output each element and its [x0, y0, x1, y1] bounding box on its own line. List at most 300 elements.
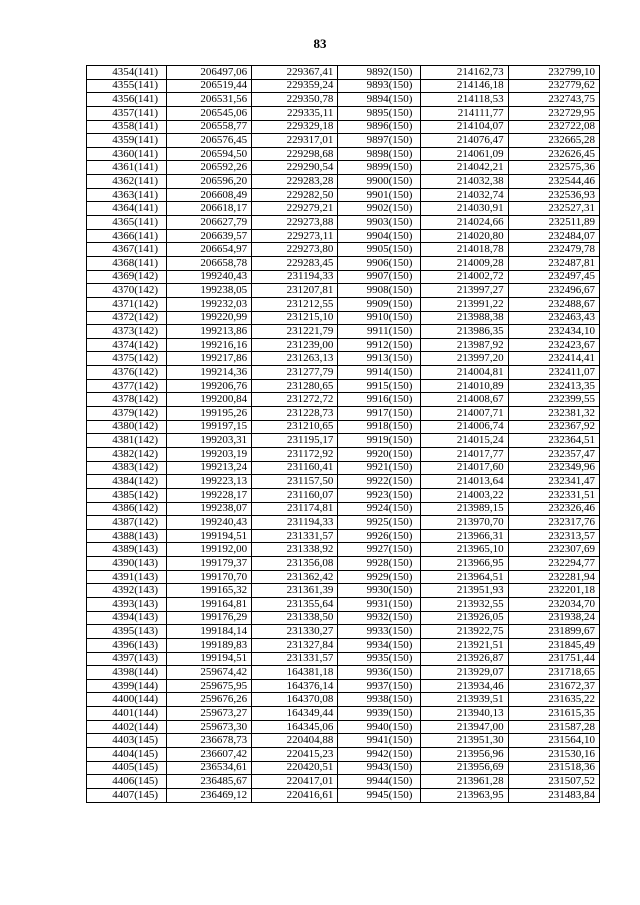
cell-point-id-left: 4399(144): [87, 679, 167, 693]
cell-point-id-left: 4407(145): [87, 788, 167, 802]
cell-point-id-left: 4382(142): [87, 447, 167, 461]
cell-x-right: 214010,89: [421, 379, 508, 393]
cell-x-left: 199200,84: [167, 393, 252, 407]
cell-point-id-left: 4390(143): [87, 557, 167, 571]
cell-x-left: 199203,31: [167, 434, 252, 448]
cell-point-id-right: 9896(150): [338, 120, 421, 134]
cell-point-id-left: 4405(145): [87, 761, 167, 775]
cell-x-right: 213961,28: [421, 775, 508, 789]
cell-x-right: 213991,22: [421, 297, 508, 311]
table-row: [87, 338, 600, 352]
cell-y-right: 232367,92: [508, 420, 599, 434]
cell-x-right: 213926,05: [421, 611, 508, 625]
cell-y-right: 231938,24: [508, 611, 599, 625]
cell-point-id-left: 4366(141): [87, 229, 167, 243]
cell-x-left: 199176,29: [167, 611, 252, 625]
table-row: [87, 529, 600, 543]
cell-y-left: 231280,65: [252, 379, 338, 393]
coordinates-table: [86, 65, 600, 803]
cell-x-left: 206596,20: [167, 175, 252, 189]
cell-y-left: 229273,88: [252, 216, 338, 230]
cell-x-right: 214006,74: [421, 420, 508, 434]
cell-point-id-left: 4396(143): [87, 638, 167, 652]
cell-y-left: 229283,28: [252, 175, 338, 189]
table-row: [87, 652, 600, 666]
table-row: [87, 584, 600, 598]
cell-point-id-right: 9894(150): [338, 93, 421, 107]
cell-x-right: 214004,81: [421, 366, 508, 380]
cell-point-id-right: 9935(150): [338, 652, 421, 666]
table-row: [87, 256, 600, 270]
cell-point-id-right: 9902(150): [338, 202, 421, 216]
cell-point-id-left: 4367(141): [87, 243, 167, 257]
cell-x-right: 213970,70: [421, 516, 508, 530]
cell-y-right: 232496,67: [508, 284, 599, 298]
cell-point-id-right: 9895(150): [338, 106, 421, 120]
cell-point-id-right: 9920(150): [338, 447, 421, 461]
cell-point-id-left: 4384(142): [87, 475, 167, 489]
cell-y-left: 231263,13: [252, 352, 338, 366]
cell-x-left: 206592,26: [167, 161, 252, 175]
cell-x-right: 214111,77: [421, 106, 508, 120]
cell-point-id-left: 4385(142): [87, 488, 167, 502]
table-row: [87, 502, 600, 516]
table-row: [87, 734, 600, 748]
cell-point-id-left: 4387(142): [87, 516, 167, 530]
cell-point-id-left: 4365(141): [87, 216, 167, 230]
cell-x-right: 213926,87: [421, 652, 508, 666]
cell-x-right: 214104,07: [421, 120, 508, 134]
cell-y-left: 229367,41: [252, 66, 338, 80]
cell-x-left: 199214,36: [167, 366, 252, 380]
cell-point-id-right: 9945(150): [338, 788, 421, 802]
cell-y-right: 232484,07: [508, 229, 599, 243]
table-row: [87, 270, 600, 284]
cell-y-right: 232326,46: [508, 502, 599, 516]
cell-point-id-right: 9932(150): [338, 611, 421, 625]
cell-x-right: 213987,92: [421, 338, 508, 352]
cell-point-id-left: 4389(143): [87, 543, 167, 557]
cell-point-id-left: 4379(142): [87, 407, 167, 421]
cell-x-left: 236485,67: [167, 775, 252, 789]
table-row: [87, 379, 600, 393]
cell-x-right: 214015,24: [421, 434, 508, 448]
cell-point-id-right: 9925(150): [338, 516, 421, 530]
cell-point-id-right: 9903(150): [338, 216, 421, 230]
table-row: [87, 516, 600, 530]
cell-x-right: 214146,18: [421, 79, 508, 93]
cell-point-id-right: 9911(150): [338, 325, 421, 339]
cell-point-id-left: 4404(145): [87, 748, 167, 762]
cell-point-id-left: 4391(143): [87, 570, 167, 584]
cell-y-left: 231195,17: [252, 434, 338, 448]
cell-point-id-right: 9936(150): [338, 666, 421, 680]
cell-y-right: 231587,28: [508, 720, 599, 734]
cell-x-left: 199189,83: [167, 638, 252, 652]
cell-x-left: 199238,05: [167, 284, 252, 298]
cell-point-id-right: 9924(150): [338, 502, 421, 516]
cell-y-right: 232743,75: [508, 93, 599, 107]
cell-x-left: 206627,79: [167, 216, 252, 230]
cell-y-left: 229359,24: [252, 79, 338, 93]
table-row: [87, 475, 600, 489]
cell-x-right: 214017,60: [421, 461, 508, 475]
cell-y-right: 232411,07: [508, 366, 599, 380]
cell-x-right: 214002,72: [421, 270, 508, 284]
cell-y-right: 232626,45: [508, 147, 599, 161]
cell-y-right: 231483,84: [508, 788, 599, 802]
cell-point-id-right: 9908(150): [338, 284, 421, 298]
cell-point-id-left: 4368(141): [87, 256, 167, 270]
cell-point-id-right: 9933(150): [338, 625, 421, 639]
cell-point-id-right: 9900(150): [338, 175, 421, 189]
cell-point-id-left: 4375(142): [87, 352, 167, 366]
cell-x-right: 213966,31: [421, 529, 508, 543]
cell-x-right: 213951,30: [421, 734, 508, 748]
cell-y-right: 232722,08: [508, 120, 599, 134]
cell-y-left: 231228,73: [252, 407, 338, 421]
table-row: [87, 597, 600, 611]
cell-x-right: 214017,77: [421, 447, 508, 461]
cell-y-right: 231635,22: [508, 693, 599, 707]
cell-point-id-right: 9897(150): [338, 134, 421, 148]
cell-point-id-left: 4376(142): [87, 366, 167, 380]
cell-point-id-right: 9905(150): [338, 243, 421, 257]
cell-y-left: 220404,88: [252, 734, 338, 748]
cell-y-right: 232307,69: [508, 543, 599, 557]
cell-point-id-left: 4406(145): [87, 775, 167, 789]
cell-x-left: 199238,07: [167, 502, 252, 516]
table-row: [87, 393, 600, 407]
cell-x-right: 213939,51: [421, 693, 508, 707]
cell-y-right: 232349,96: [508, 461, 599, 475]
cell-point-id-right: 9912(150): [338, 338, 421, 352]
table-row: [87, 147, 600, 161]
cell-x-left: 199232,03: [167, 297, 252, 311]
cell-y-right: 232497,45: [508, 270, 599, 284]
cell-point-id-right: 9907(150): [338, 270, 421, 284]
cell-point-id-right: 9913(150): [338, 352, 421, 366]
cell-point-id-left: 4360(141): [87, 147, 167, 161]
cell-point-id-left: 4386(142): [87, 502, 167, 516]
cell-x-right: 214008,67: [421, 393, 508, 407]
cell-x-right: 213988,38: [421, 311, 508, 325]
cell-x-left: 199165,32: [167, 584, 252, 598]
cell-x-right: 213929,07: [421, 666, 508, 680]
cell-x-right: 213986,35: [421, 325, 508, 339]
cell-x-right: 214061,09: [421, 147, 508, 161]
cell-point-id-left: 4398(144): [87, 666, 167, 680]
cell-y-left: 229350,78: [252, 93, 338, 107]
cell-x-left: 206608,49: [167, 188, 252, 202]
cell-point-id-right: 9909(150): [338, 297, 421, 311]
table-row: [87, 679, 600, 693]
table-row: [87, 611, 600, 625]
cell-x-left: 199217,86: [167, 352, 252, 366]
cell-y-left: 231362,42: [252, 570, 338, 584]
cell-x-left: 236607,42: [167, 748, 252, 762]
cell-y-right: 232511,89: [508, 216, 599, 230]
cell-y-right: 231615,35: [508, 707, 599, 721]
cell-point-id-left: 4383(142): [87, 461, 167, 475]
cell-y-left: 229298,68: [252, 147, 338, 161]
cell-y-right: 232544,46: [508, 175, 599, 189]
cell-point-id-left: 4401(144): [87, 707, 167, 721]
cell-y-right: 232527,31: [508, 202, 599, 216]
table-row: [87, 175, 600, 189]
cell-point-id-left: 4372(142): [87, 311, 167, 325]
cell-x-left: 206639,57: [167, 229, 252, 243]
cell-y-left: 231160,07: [252, 488, 338, 502]
cell-y-right: 232294,77: [508, 557, 599, 571]
cell-y-left: 229279,21: [252, 202, 338, 216]
cell-point-id-right: 9938(150): [338, 693, 421, 707]
cell-y-right: 232665,28: [508, 134, 599, 148]
cell-x-left: 199240,43: [167, 270, 252, 284]
cell-x-right: 214024,66: [421, 216, 508, 230]
cell-x-right: 213956,96: [421, 748, 508, 762]
cell-y-right: 232201,18: [508, 584, 599, 598]
cell-y-left: 229335,11: [252, 106, 338, 120]
cell-x-left: 199220,99: [167, 311, 252, 325]
cell-y-left: 164345,06: [252, 720, 338, 734]
table-row: [87, 229, 600, 243]
table-row: [87, 106, 600, 120]
cell-x-right: 214042,21: [421, 161, 508, 175]
cell-point-id-right: 9944(150): [338, 775, 421, 789]
cell-y-right: 232317,76: [508, 516, 599, 530]
cell-x-left: 199194,51: [167, 529, 252, 543]
cell-y-left: 231338,50: [252, 611, 338, 625]
cell-point-id-left: 4362(141): [87, 175, 167, 189]
table-row: [87, 243, 600, 257]
cell-x-left: 259676,26: [167, 693, 252, 707]
cell-x-left: 199194,51: [167, 652, 252, 666]
cell-point-id-right: 9940(150): [338, 720, 421, 734]
cell-y-left: 164381,18: [252, 666, 338, 680]
cell-x-right: 214030,91: [421, 202, 508, 216]
cell-point-id-left: 4403(145): [87, 734, 167, 748]
cell-x-left: 206594,50: [167, 147, 252, 161]
cell-x-left: 199195,26: [167, 407, 252, 421]
cell-y-right: 232399,55: [508, 393, 599, 407]
cell-point-id-right: 9904(150): [338, 229, 421, 243]
cell-y-right: 232729,95: [508, 106, 599, 120]
cell-y-left: 231207,81: [252, 284, 338, 298]
table-row: [87, 161, 600, 175]
cell-x-right: 213997,27: [421, 284, 508, 298]
cell-x-right: 214009,28: [421, 256, 508, 270]
cell-y-left: 231331,57: [252, 529, 338, 543]
cell-x-left: 199164,81: [167, 597, 252, 611]
cell-point-id-right: 9919(150): [338, 434, 421, 448]
table-row: [87, 557, 600, 571]
cell-y-left: 231277,79: [252, 366, 338, 380]
cell-x-left: 206658,78: [167, 256, 252, 270]
cell-point-id-right: 9943(150): [338, 761, 421, 775]
cell-y-right: 231530,16: [508, 748, 599, 762]
cell-point-id-left: 4369(142): [87, 270, 167, 284]
cell-point-id-right: 9914(150): [338, 366, 421, 380]
cell-point-id-left: 4380(142): [87, 420, 167, 434]
table-row: [87, 461, 600, 475]
cell-y-left: 231210,65: [252, 420, 338, 434]
cell-point-id-left: 4392(143): [87, 584, 167, 598]
cell-y-right: 232034,70: [508, 597, 599, 611]
cell-x-left: 206618,17: [167, 202, 252, 216]
table-row: [87, 202, 600, 216]
cell-y-right: 232799,10: [508, 66, 599, 80]
cell-y-right: 232536,93: [508, 188, 599, 202]
cell-point-id-right: 9898(150): [338, 147, 421, 161]
cell-y-right: 232413,35: [508, 379, 599, 393]
cell-y-left: 220416,61: [252, 788, 338, 802]
cell-point-id-left: 4364(141): [87, 202, 167, 216]
cell-point-id-left: 4378(142): [87, 393, 167, 407]
table-row: [87, 79, 600, 93]
page-number: 83: [313, 36, 327, 51]
cell-y-left: 231215,10: [252, 311, 338, 325]
cell-y-right: 232357,47: [508, 447, 599, 461]
cell-point-id-left: 4400(144): [87, 693, 167, 707]
cell-y-left: 231338,92: [252, 543, 338, 557]
cell-point-id-right: 9892(150): [338, 66, 421, 80]
cell-x-left: 206654,97: [167, 243, 252, 257]
cell-x-left: 236469,12: [167, 788, 252, 802]
cell-point-id-right: 9922(150): [338, 475, 421, 489]
cell-x-right: 213947,00: [421, 720, 508, 734]
cell-x-left: 259674,42: [167, 666, 252, 680]
cell-x-left: 199179,37: [167, 557, 252, 571]
cell-x-left: 206576,45: [167, 134, 252, 148]
cell-x-left: 206531,56: [167, 93, 252, 107]
cell-y-right: 232313,57: [508, 529, 599, 543]
cell-x-right: 214013,64: [421, 475, 508, 489]
table-row: [87, 366, 600, 380]
cell-x-right: 213963,95: [421, 788, 508, 802]
cell-point-id-left: 4363(141): [87, 188, 167, 202]
table-row: [87, 638, 600, 652]
cell-x-left: 259673,27: [167, 707, 252, 721]
table-row: [87, 447, 600, 461]
cell-x-right: 213940,13: [421, 707, 508, 721]
cell-y-left: 231239,00: [252, 338, 338, 352]
cell-y-left: 229282,50: [252, 188, 338, 202]
table-row: [87, 297, 600, 311]
cell-point-id-left: 4371(142): [87, 297, 167, 311]
cell-x-left: 199203,19: [167, 447, 252, 461]
cell-y-left: 231160,41: [252, 461, 338, 475]
cell-point-id-right: 9915(150): [338, 379, 421, 393]
cell-x-left: 199228,17: [167, 488, 252, 502]
cell-point-id-right: 9923(150): [338, 488, 421, 502]
table-row: [87, 311, 600, 325]
cell-point-id-left: 4393(143): [87, 597, 167, 611]
table-row: [87, 188, 600, 202]
table-row: [87, 707, 600, 721]
cell-y-left: 229273,11: [252, 229, 338, 243]
cell-x-right: 213997,20: [421, 352, 508, 366]
cell-point-id-left: 4374(142): [87, 338, 167, 352]
table-row: [87, 543, 600, 557]
cell-point-id-right: 9899(150): [338, 161, 421, 175]
cell-y-left: 231212,55: [252, 297, 338, 311]
cell-point-id-right: 9893(150): [338, 79, 421, 93]
table-row: [87, 407, 600, 421]
table-row: [87, 93, 600, 107]
cell-x-left: 206545,06: [167, 106, 252, 120]
cell-point-id-left: 4402(144): [87, 720, 167, 734]
cell-y-left: 231174,81: [252, 502, 338, 516]
cell-y-right: 232434,10: [508, 325, 599, 339]
cell-x-right: 213964,51: [421, 570, 508, 584]
table-row: [87, 761, 600, 775]
cell-y-left: 229317,01: [252, 134, 338, 148]
cell-point-id-left: 4358(141): [87, 120, 167, 134]
coordinates-table-body: [87, 66, 600, 803]
cell-x-left: 259673,30: [167, 720, 252, 734]
cell-x-right: 213965,10: [421, 543, 508, 557]
cell-point-id-left: 4373(142): [87, 325, 167, 339]
cell-y-right: 232779,62: [508, 79, 599, 93]
cell-x-left: 199184,14: [167, 625, 252, 639]
cell-y-right: 232331,51: [508, 488, 599, 502]
cell-x-right: 214018,78: [421, 243, 508, 257]
cell-x-right: 213966,95: [421, 557, 508, 571]
cell-point-id-right: 9906(150): [338, 256, 421, 270]
cell-point-id-right: 9939(150): [338, 707, 421, 721]
cell-y-left: 229283,45: [252, 256, 338, 270]
cell-x-right: 213951,93: [421, 584, 508, 598]
cell-y-left: 220417,01: [252, 775, 338, 789]
cell-y-left: 229273,80: [252, 243, 338, 257]
table-row: [87, 775, 600, 789]
table-row: [87, 748, 600, 762]
cell-point-id-right: 9934(150): [338, 638, 421, 652]
cell-point-id-left: 4381(142): [87, 434, 167, 448]
table-row: [87, 325, 600, 339]
cell-x-right: 214007,71: [421, 407, 508, 421]
cell-x-right: 214032,74: [421, 188, 508, 202]
cell-x-left: 199216,16: [167, 338, 252, 352]
cell-y-left: 231172,92: [252, 447, 338, 461]
cell-x-right: 213956,69: [421, 761, 508, 775]
cell-x-left: 199197,15: [167, 420, 252, 434]
cell-y-left: 231157,50: [252, 475, 338, 489]
cell-point-id-left: 4361(141): [87, 161, 167, 175]
cell-y-right: 231899,67: [508, 625, 599, 639]
cell-y-left: 231272,72: [252, 393, 338, 407]
table-row: [87, 693, 600, 707]
cell-x-left: 259675,95: [167, 679, 252, 693]
cell-point-id-right: 9927(150): [338, 543, 421, 557]
cell-x-left: 236534,61: [167, 761, 252, 775]
cell-point-id-right: 9926(150): [338, 529, 421, 543]
cell-y-right: 232364,51: [508, 434, 599, 448]
cell-point-id-right: 9937(150): [338, 679, 421, 693]
cell-x-right: 213934,46: [421, 679, 508, 693]
cell-y-right: 232423,67: [508, 338, 599, 352]
cell-y-left: 231194,33: [252, 516, 338, 530]
cell-y-right: 232479,78: [508, 243, 599, 257]
cell-y-right: 231751,44: [508, 652, 599, 666]
cell-x-left: 199192,00: [167, 543, 252, 557]
cell-y-right: 232414,41: [508, 352, 599, 366]
cell-y-left: 231361,39: [252, 584, 338, 598]
cell-point-id-left: 4395(143): [87, 625, 167, 639]
cell-point-id-right: 9917(150): [338, 407, 421, 421]
table-row: [87, 120, 600, 134]
